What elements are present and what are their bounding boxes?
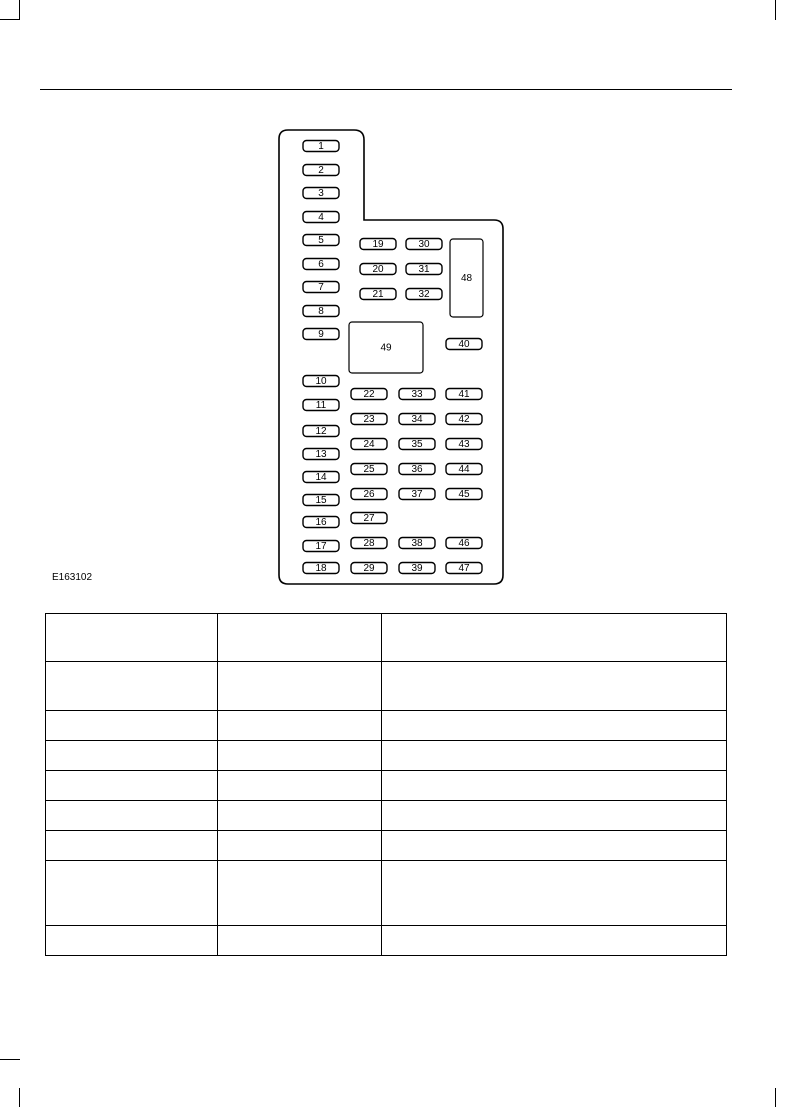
table-cell [46, 831, 218, 861]
fuse-15 [303, 495, 339, 507]
fuse-label: 16 [315, 517, 327, 528]
fuse-label: 21 [372, 289, 384, 300]
fuse-17 [303, 541, 339, 553]
fuse-38 [399, 538, 435, 550]
table-row [46, 801, 727, 831]
fuse-30 [406, 239, 442, 251]
table-cell [46, 861, 218, 926]
fuse-23 [351, 414, 387, 426]
table-cell [382, 861, 727, 926]
table-row [46, 741, 727, 771]
fuse-label: 33 [411, 389, 423, 400]
fuse-26 [351, 489, 387, 501]
fuse-label: 46 [458, 538, 470, 549]
fuse-45 [446, 489, 482, 501]
table-row [46, 614, 727, 662]
table-row [46, 771, 727, 801]
fuse-37 [399, 489, 435, 501]
table-cell [46, 771, 218, 801]
figure-id-label: E163102 [52, 572, 93, 583]
crop-mark [775, 1088, 776, 1107]
fuse-32 [406, 289, 442, 301]
fuse-label: 31 [418, 264, 430, 275]
fuse-label: 43 [458, 439, 470, 450]
fuse-34 [399, 414, 435, 426]
fuse-label: 41 [458, 389, 470, 400]
table-cell [218, 831, 382, 861]
fuse-20 [360, 264, 396, 276]
fuse-label: 47 [458, 563, 470, 574]
fuse-41 [446, 389, 482, 401]
table-cell [218, 741, 382, 771]
table-cell [46, 801, 218, 831]
table-row [46, 926, 727, 956]
table-cell [218, 926, 382, 956]
fuse-11 [303, 400, 339, 412]
fuse-label: 5 [318, 235, 324, 246]
fuse-1 [303, 141, 339, 153]
fuse-42 [446, 414, 482, 426]
fuse-label: 24 [363, 439, 375, 450]
fuse-label: 29 [363, 563, 375, 574]
crop-mark [19, 1088, 20, 1107]
fuse-2 [303, 165, 339, 177]
table-cell [382, 711, 727, 741]
table-cell [382, 662, 727, 711]
fuse-39 [399, 563, 435, 575]
fuse-24 [351, 439, 387, 451]
fuse-label: 34 [411, 414, 423, 425]
fuse-label: 28 [363, 538, 375, 549]
fuse-label: 25 [363, 464, 375, 475]
table-cell [218, 711, 382, 741]
fuse-label: 17 [315, 541, 327, 552]
table-cell [46, 741, 218, 771]
fuse-label: 27 [363, 513, 375, 524]
crop-mark [0, 1059, 20, 1060]
relay-49 [349, 322, 423, 373]
table-cell [46, 926, 218, 956]
table-cell [382, 801, 727, 831]
fuse-12 [303, 426, 339, 438]
fuse-label: 40 [458, 339, 470, 350]
fuse-label: 8 [318, 306, 324, 317]
relay-label: 48 [460, 273, 473, 284]
fuse-35 [399, 439, 435, 451]
fuse-label: 7 [318, 282, 324, 293]
fuse-19 [360, 239, 396, 251]
table-cell [382, 614, 727, 662]
fuse-label: 35 [411, 439, 423, 450]
fuse-label: 11 [315, 400, 327, 411]
fuse-label: 4 [318, 212, 324, 223]
fuse-47 [446, 563, 482, 575]
relay-48 [450, 239, 483, 317]
fuse-label: 44 [458, 464, 470, 475]
fuse-label: 3 [318, 188, 324, 199]
fuse-label: 23 [363, 414, 375, 425]
table-row [46, 711, 727, 741]
fuse-label: 45 [458, 489, 470, 500]
fuse-3 [303, 188, 339, 200]
fuse-4 [303, 212, 339, 224]
fuse-33 [399, 389, 435, 401]
table-cell [382, 926, 727, 956]
fuse-13 [303, 449, 339, 461]
fuse-label: 14 [315, 472, 327, 483]
fuse-18 [303, 563, 339, 575]
table-cell [382, 831, 727, 861]
fuse-14 [303, 472, 339, 484]
fuse-6 [303, 259, 339, 271]
fuse-label: 2 [318, 165, 324, 176]
fuse-29 [351, 563, 387, 575]
table-cell [218, 771, 382, 801]
table-cell [46, 662, 218, 711]
fuse-label: 39 [411, 563, 423, 574]
fuse-36 [399, 464, 435, 476]
fuse-label: 36 [411, 464, 423, 475]
fuse-21 [360, 289, 396, 301]
table-cell [218, 801, 382, 831]
table-cell [218, 861, 382, 926]
table-cell [218, 614, 382, 662]
fuse-label: 15 [315, 495, 327, 506]
fuse-5 [303, 235, 339, 247]
relay-label: 49 [380, 342, 392, 354]
fuse-43 [446, 439, 482, 451]
fuse-31 [406, 264, 442, 276]
fuse-7 [303, 282, 339, 294]
fuse-27 [351, 513, 387, 525]
table-cell [382, 771, 727, 801]
fuse-44 [446, 464, 482, 476]
fuse-28 [351, 538, 387, 550]
fuse-label: 13 [315, 449, 327, 460]
fuse-label: 37 [411, 489, 423, 500]
fuse-label: 1 [318, 141, 324, 152]
fuse-label: 18 [315, 563, 327, 574]
table-cell [382, 741, 727, 771]
fuse-label: 19 [372, 239, 384, 250]
fuse-label: 30 [418, 239, 430, 250]
fuse-label: 9 [318, 329, 324, 340]
fuse-label: 22 [363, 389, 375, 400]
fuse-label: 38 [411, 538, 423, 549]
fuse-9 [303, 329, 339, 341]
table-cell [46, 614, 218, 662]
table-row [46, 662, 727, 711]
fuse-label: 6 [318, 259, 324, 270]
table-cell [218, 662, 382, 711]
table-cell [46, 711, 218, 741]
table-row [46, 861, 727, 926]
fuse-25 [351, 464, 387, 476]
fuse-40 [446, 339, 482, 351]
fuse-label: 10 [315, 376, 327, 387]
table-row [46, 831, 727, 861]
fuse-label: 12 [315, 426, 327, 437]
fuse-10 [303, 376, 339, 388]
fuse-22 [351, 389, 387, 401]
fuse-label: 32 [418, 289, 430, 300]
fuse-46 [446, 538, 482, 550]
fuse-16 [303, 517, 339, 529]
fuse-label: 26 [363, 489, 375, 500]
fuse-label: 20 [372, 264, 384, 275]
fuse-label: 42 [458, 414, 470, 425]
fuse-8 [303, 306, 339, 318]
fuse-specification-table [45, 613, 727, 956]
